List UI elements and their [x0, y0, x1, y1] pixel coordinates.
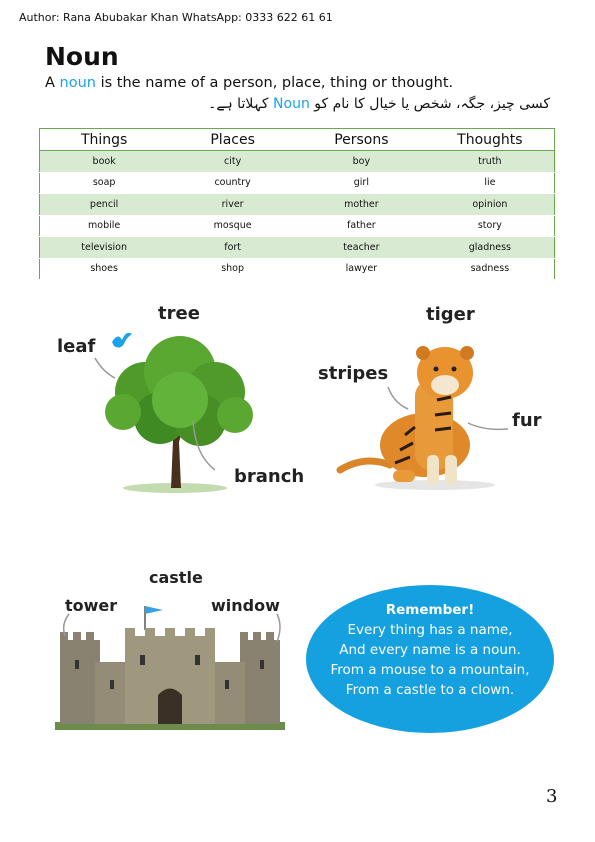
- label-tower: tower: [65, 596, 118, 615]
- header-thoughts: Thoughts: [426, 129, 555, 151]
- label-fur: fur: [512, 410, 542, 431]
- table-cell: truth: [426, 151, 555, 173]
- table-cell: teacher: [297, 237, 426, 259]
- table-cell: shop: [168, 258, 297, 280]
- table-cell: girl: [297, 172, 426, 194]
- table-cell: lie: [426, 172, 555, 194]
- table-cell: soap: [40, 172, 169, 194]
- table-cell: gladness: [426, 237, 555, 259]
- urdu-keyword: Noun: [273, 96, 310, 112]
- table-row: [40, 172, 555, 194]
- table-row: [40, 151, 555, 173]
- definition-keyword: noun: [59, 75, 96, 91]
- author-line: Author: Rana Abubakar Khan WhatsApp: 0333 622 61 61: [19, 11, 333, 24]
- label-leaf: leaf: [57, 336, 96, 357]
- header-persons: Persons: [297, 129, 426, 151]
- table-cell: mosque: [168, 215, 297, 237]
- table-cell: country: [168, 172, 297, 194]
- remember-line: And every name is a noun.: [339, 642, 521, 658]
- table-cell: sadness: [426, 258, 555, 280]
- label-castle: castle: [149, 568, 203, 587]
- table-row: [40, 258, 555, 280]
- table-cell: television: [40, 237, 169, 259]
- header-places: Places: [168, 129, 297, 151]
- table-cell: fort: [168, 237, 297, 259]
- table-cell: mobile: [40, 215, 169, 237]
- urdu-definition: [208, 96, 550, 112]
- tiger-pointer-lines: [380, 385, 520, 445]
- label-window: window: [211, 596, 280, 615]
- remember-line: From a mouse to a mountain,: [330, 662, 530, 678]
- label-stripes: stripes: [318, 363, 389, 384]
- table-cell: pencil: [40, 194, 169, 216]
- definition-pre: A: [45, 75, 60, 91]
- page-title: Noun: [45, 42, 119, 71]
- castle-pointer-lines: [55, 612, 285, 652]
- tree-pointer-lines: [85, 350, 215, 480]
- table-row: [40, 237, 555, 259]
- table-cell: boy: [297, 151, 426, 173]
- table-cell: father: [297, 215, 426, 237]
- remember-title: Remember!: [385, 602, 475, 618]
- table-row: [40, 194, 555, 216]
- table-cell: lawyer: [297, 258, 426, 280]
- table-cell: river: [168, 194, 297, 216]
- urdu-post: کہلاتا ہے۔: [208, 96, 274, 112]
- page-number: 3: [546, 786, 558, 807]
- table-cell: opinion: [426, 194, 555, 216]
- label-tiger: tiger: [426, 304, 475, 325]
- table-row: [40, 215, 555, 237]
- table-cell: shoes: [40, 258, 169, 280]
- definition-post: is the name of a person, place, thing or thought.: [95, 75, 454, 91]
- remember-line: From a castle to a clown.: [345, 682, 515, 698]
- label-tree: tree: [158, 303, 200, 324]
- noun-table: [39, 128, 555, 280]
- table-cell: book: [40, 151, 169, 173]
- bird-icon: [110, 330, 134, 352]
- remember-bubble: [306, 585, 554, 733]
- table-cell: city: [168, 151, 297, 173]
- remember-line: Every thing has a name,: [347, 622, 513, 638]
- definition: [45, 75, 453, 91]
- table-cell: mother: [297, 194, 426, 216]
- urdu-pre: کسی چیز، جگہ، شخص یا خیال کا نام کو: [309, 96, 550, 112]
- header-things: Things: [40, 129, 169, 151]
- table-header-row: [40, 129, 555, 151]
- table-cell: story: [426, 215, 555, 237]
- label-branch: branch: [234, 466, 305, 487]
